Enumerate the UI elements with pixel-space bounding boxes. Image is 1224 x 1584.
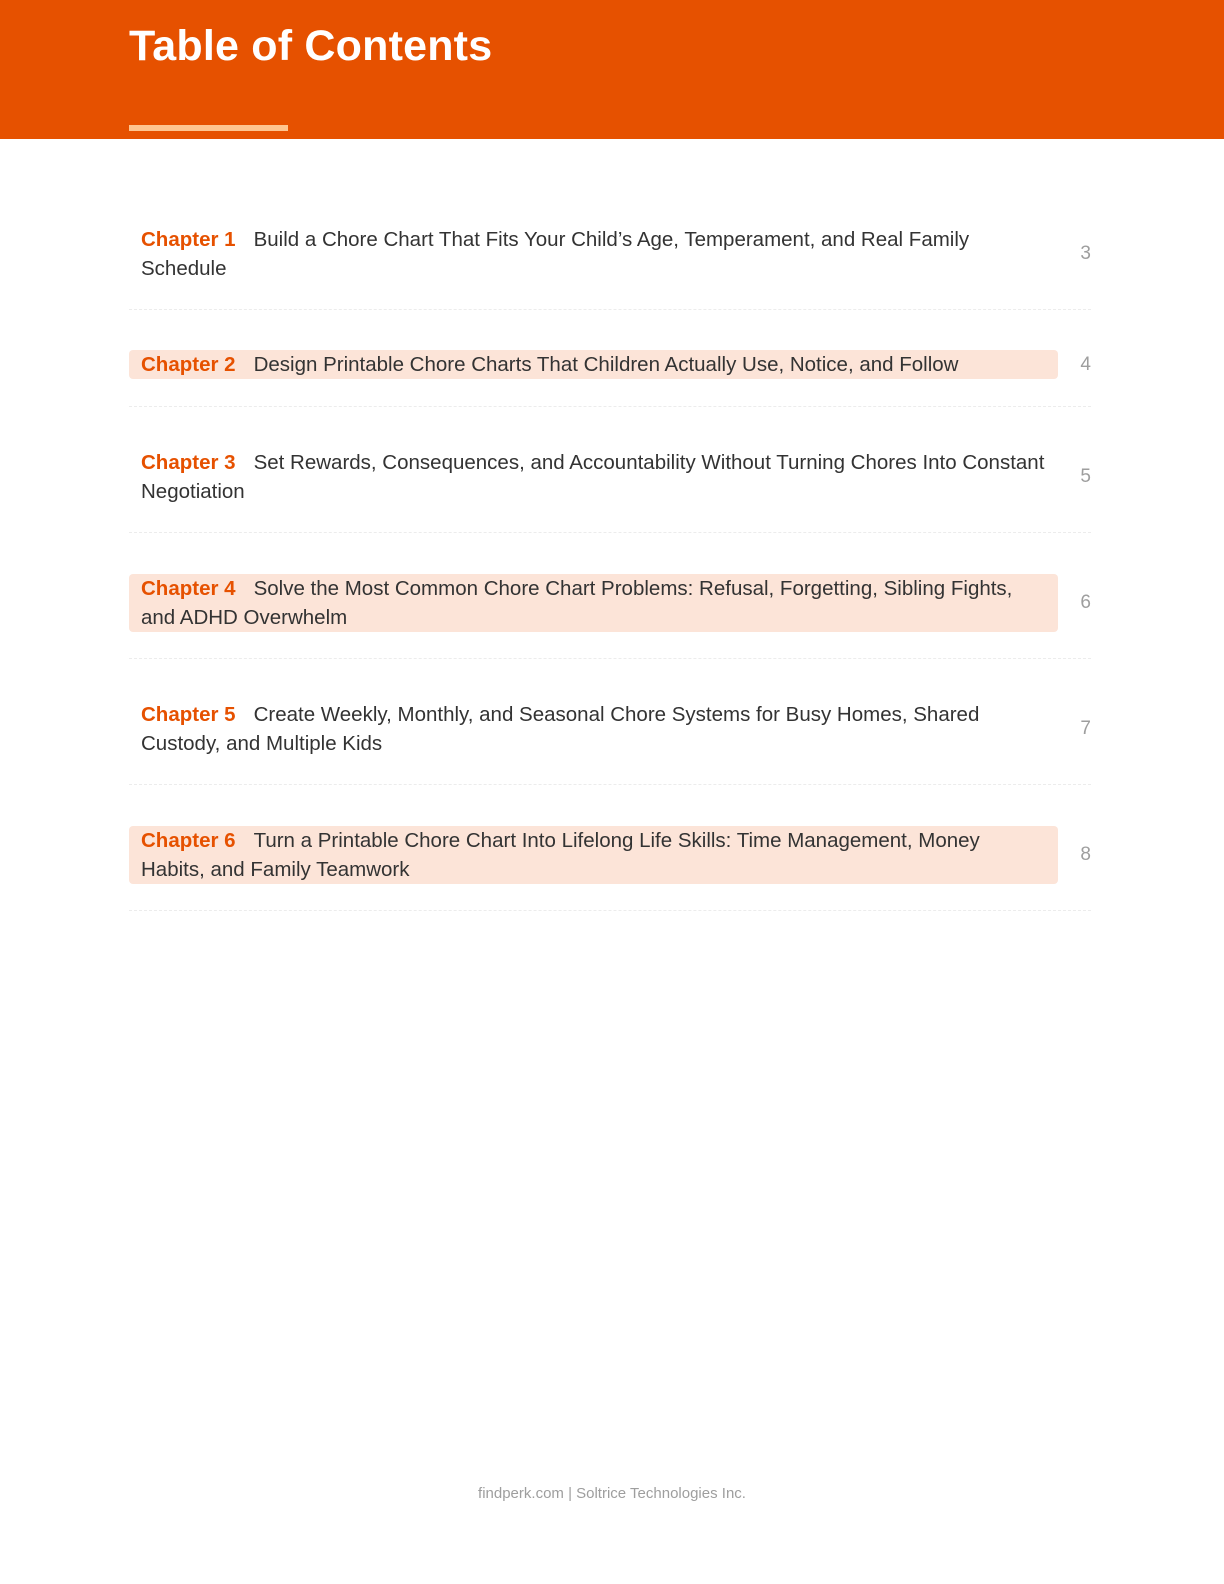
toc-entry-text[interactable] bbox=[129, 574, 1058, 632]
page-number: 5 bbox=[1080, 466, 1091, 487]
chapter-title: Design Printable Chore Charts That Children Actually Use, Notice, and Follow bbox=[253, 353, 959, 376]
chapter-title: Set Rewards, Consequences, and Accountability Without Turning Chores Into Constant Negotiation bbox=[141, 451, 1045, 503]
footer-credit: findperk.com | Soltrice Technologies Inc. bbox=[478, 1485, 746, 1502]
toc-entry-text[interactable] bbox=[129, 350, 1058, 379]
table-of-contents bbox=[129, 200, 1091, 911]
page-number: 4 bbox=[1080, 354, 1091, 375]
chapter-title: Create Weekly, Monthly, and Seasonal Chore Systems for Busy Homes, Shared Custody, and Multiple Kids bbox=[141, 703, 980, 755]
header-banner bbox=[0, 0, 1224, 139]
chapter-title: Build a Chore Chart That Fits Your Child’s Age, Temperament, and Real Family Schedule bbox=[141, 228, 970, 280]
toc-entry-text[interactable] bbox=[129, 700, 1058, 758]
chapter-title: Solve the Most Common Chore Chart Problems: Refusal, Forgetting, Sibling Fights, and ADHD Overwhelm bbox=[141, 577, 1013, 629]
toc-entry-1[interactable] bbox=[129, 200, 1091, 310]
page-number: 7 bbox=[1080, 718, 1091, 739]
title-underline-accent bbox=[129, 125, 288, 131]
chapter-label: Chapter 5 bbox=[141, 703, 236, 726]
toc-entry-4[interactable] bbox=[129, 533, 1091, 659]
toc-entry-text[interactable] bbox=[129, 826, 1058, 884]
page-number: 8 bbox=[1080, 844, 1091, 865]
toc-entry-text[interactable] bbox=[129, 225, 1058, 283]
page-number: 6 bbox=[1080, 592, 1091, 613]
toc-entry-3[interactable] bbox=[129, 407, 1091, 533]
chapter-label: Chapter 4 bbox=[141, 577, 236, 600]
chapter-label: Chapter 6 bbox=[141, 829, 236, 852]
toc-entry-2[interactable] bbox=[129, 310, 1091, 407]
chapter-label: Chapter 3 bbox=[141, 451, 236, 474]
toc-entry-text[interactable] bbox=[129, 448, 1058, 506]
page-title: Table of Contents bbox=[129, 22, 493, 70]
page-number: 3 bbox=[1080, 243, 1091, 264]
chapter-label: Chapter 1 bbox=[141, 228, 236, 251]
toc-entry-6[interactable] bbox=[129, 785, 1091, 911]
chapter-title: Turn a Printable Chore Chart Into Lifelong Life Skills: Time Management, Money Habits, and Family Teamwork bbox=[141, 829, 980, 881]
toc-entry-5[interactable] bbox=[129, 659, 1091, 785]
chapter-label: Chapter 2 bbox=[141, 353, 236, 376]
